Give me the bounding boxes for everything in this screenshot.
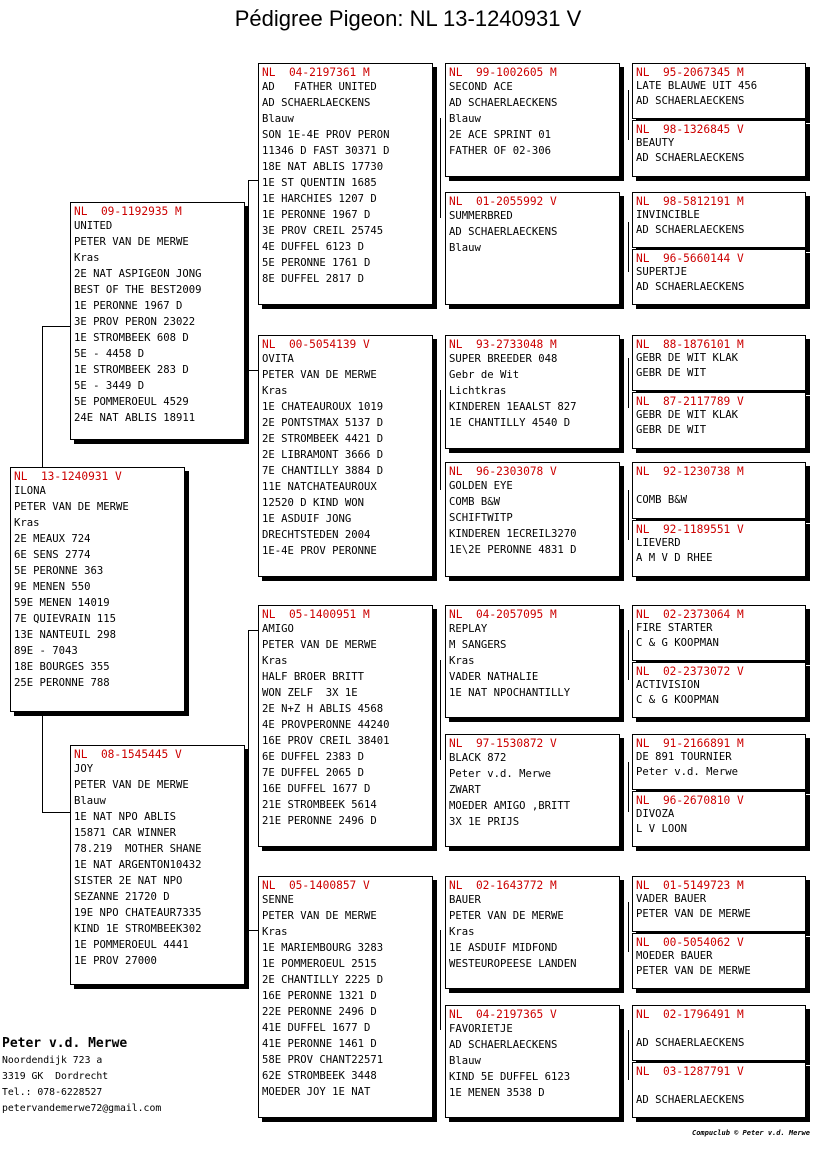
pedigree-card-g4 — [632, 249, 806, 305]
pigeon-name: BLACK 872 — [449, 752, 507, 764]
connector-line — [440, 118, 441, 218]
pigeon-name: BAUER — [449, 894, 481, 906]
owner-address-line: Noordendijk 723 a — [2, 1055, 103, 1066]
pedigree-line: AD SCHAERLAECKENS — [636, 281, 745, 293]
ring-number: NL 02-1643772 M — [449, 879, 557, 892]
pedigree-line: 1E MENEN 3538 D — [449, 1087, 545, 1099]
connector-line — [440, 390, 441, 490]
pedigree-line: FATHER OF 02-306 — [449, 145, 552, 157]
pedigree-card-g13 — [632, 876, 806, 932]
pedigree-line: C & G KOOPMAN — [636, 694, 719, 706]
pedigree-line: 1E POMMEROEUL 4441 — [74, 939, 189, 951]
pedigree-card-g6 — [632, 392, 806, 449]
pedigree-line: Kras — [449, 655, 475, 667]
connector-line — [248, 630, 258, 631]
pedigree-line: Blauw — [449, 1055, 481, 1067]
pedigree-line: PETER VAN DE MERWE — [262, 369, 377, 381]
pedigree-card-g1 — [632, 63, 806, 119]
pedigree-line: Kras — [262, 926, 288, 938]
pedigree-card-subject — [10, 467, 185, 712]
pedigree-line: 1E PERONNE 1967 D — [262, 209, 371, 221]
pedigree-card-g11 — [632, 734, 806, 790]
pedigree-line: WESTEUROPEESE LANDEN — [449, 958, 577, 970]
pedigree-line: GEBR DE WIT — [636, 424, 707, 436]
pedigree-line: 6E DUFFEL 2383 D — [262, 751, 365, 763]
pedigree-line: 5E - 4458 D — [74, 348, 145, 360]
connector-line — [248, 930, 258, 931]
pedigree-line: 8E DUFFEL 2817 D — [262, 273, 365, 285]
pedigree-line: 13E NANTEUIL 298 — [14, 629, 117, 641]
pedigree-line: AD SCHAERLAECKENS — [636, 95, 745, 107]
pedigree-line: 41E DUFFEL 1677 D — [262, 1022, 371, 1034]
ring-number: NL 96-2670810 V — [636, 794, 744, 807]
pedigree-line: PETER VAN DE MERWE — [262, 910, 377, 922]
pedigree-line: PETER VAN DE MERWE — [262, 639, 377, 651]
pedigree-line: Kras — [14, 517, 40, 529]
pedigree-card-g9 — [632, 605, 806, 661]
pigeon-name: DIVOZA — [636, 808, 675, 820]
pedigree-card-g16 — [632, 1062, 806, 1118]
ring-number: NL 96-5660144 V — [636, 252, 744, 265]
pedigree-line: 18E BOURGES 355 — [14, 661, 110, 673]
pedigree-line: Peter v.d. Merwe — [636, 766, 739, 778]
ring-number: NL 04-2197365 V — [449, 1008, 557, 1021]
pigeon-name: BEAUTY — [636, 137, 675, 149]
pedigree-card-g3 — [632, 192, 806, 248]
connector-line — [248, 180, 249, 370]
pigeon-name: JOY — [74, 763, 94, 775]
pedigree-line: 41E PERONNE 1461 D — [262, 1038, 377, 1050]
owner-name: Peter v.d. Merwe — [2, 1036, 128, 1051]
pedigree-line: 24E NAT ABLIS 18911 — [74, 412, 196, 424]
pedigree-line: 5E - 3449 D — [74, 380, 145, 392]
pedigree-line: 1E CHATEAUROUX 1019 — [262, 401, 384, 413]
pedigree-line: 11E NATCHATEAUROUX — [262, 481, 377, 493]
connector-line — [628, 90, 629, 140]
pedigree-line: 78.219 MOTHER SHANE — [74, 843, 202, 855]
ring-number: NL 05-1400857 V — [262, 879, 370, 892]
pedigree-card-sds — [445, 335, 620, 449]
pedigree-line: Kras — [262, 385, 288, 397]
pedigree-line: 2E PONTSTMAX 5137 D — [262, 417, 384, 429]
pigeon-name: FIRE STARTER — [636, 622, 713, 634]
pedigree-line: 2E STROMBEEK 4421 D — [262, 433, 384, 445]
connector-line — [440, 660, 441, 760]
pedigree-line: 1E ST QUENTIN 1685 — [262, 177, 377, 189]
pedigree-line: C & G KOOPMAN — [636, 637, 719, 649]
pedigree-line: HALF BROER BRITT — [262, 671, 365, 683]
pedigree-line: 21E PERONNE 2496 D — [262, 815, 377, 827]
pedigree-line: Kras — [262, 655, 288, 667]
pedigree-card-ssd — [445, 192, 620, 305]
ring-number: NL 98-1326845 V — [636, 123, 744, 136]
pedigree-line: 2E ACE SPRINT 01 — [449, 129, 552, 141]
pigeon-name: MOEDER BAUER — [636, 950, 713, 962]
pedigree-line: 7E CHANTILLY 3884 D — [262, 465, 384, 477]
footer-credit: Compuclub © Peter v.d. Merwe — [691, 1129, 810, 1137]
pedigree-line: 1E\2E PERONNE 4831 D — [449, 544, 577, 556]
pedigree-line: 1E CHANTILLY 4540 D — [449, 417, 571, 429]
pedigree-line: 15871 CAR WINNER — [74, 827, 177, 839]
pedigree-line: A M V D RHEE — [636, 552, 713, 564]
pedigree-line: 2E NAT ASPIGEON JONG — [74, 268, 202, 280]
pedigree-card-g5 — [632, 335, 806, 391]
pedigree-line: 1E PROV 27000 — [74, 955, 157, 967]
pedigree-line: 21E STROMBEEK 5614 — [262, 799, 377, 811]
pedigree-line: 5E POMMEROEUL 4529 — [74, 396, 189, 408]
pedigree-card-g10 — [632, 662, 806, 718]
connector-line — [628, 630, 629, 680]
pedigree-line: 1E STROMBEEK 608 D — [74, 332, 189, 344]
pedigree-line: KINDEREN 1EAALST 827 — [449, 401, 577, 413]
pedigree-line: 7E QUIEVRAIN 115 — [14, 613, 117, 625]
connector-line — [628, 490, 629, 540]
pigeon-name: SENNE — [262, 894, 294, 906]
ring-number: NL 02-2373072 V — [636, 665, 744, 678]
pedigree-line: 5E PERONNE 1761 D — [262, 257, 371, 269]
pigeon-name: UNITED — [74, 220, 113, 232]
pigeon-name: DE 891 TOURNIER — [636, 751, 732, 763]
ring-number: NL 88-1876101 M — [636, 338, 744, 351]
connector-line — [248, 370, 258, 371]
pedigree-line: Lichtkras — [449, 385, 507, 397]
pedigree-line: 59E MENEN 14019 — [14, 597, 110, 609]
pedigree-line: 1E MARIEMBOURG 3283 — [262, 942, 384, 954]
pedigree-card-dds — [445, 876, 620, 989]
pedigree-line: AD SCHAERLAECKENS — [449, 1039, 558, 1051]
pedigree-line: 6E SENS 2774 — [14, 549, 91, 561]
ring-number: NL 87-2117789 V — [636, 395, 744, 408]
pedigree-line: Gebr de Wit — [449, 369, 520, 381]
ring-number: NL 02-1796491 M — [636, 1008, 744, 1021]
pedigree-line: PETER VAN DE MERWE — [74, 779, 189, 791]
ring-number: NL 95-2067345 M — [636, 66, 744, 79]
pedigree-line: AD SCHAERLAECKENS — [636, 152, 745, 164]
pedigree-line: WON ZELF 3X 1E — [262, 687, 358, 699]
connector-line — [628, 902, 629, 952]
pedigree-line: 58E PROV CHANT22571 — [262, 1054, 384, 1066]
pedigree-line: 1E PERONNE 1967 D — [74, 300, 183, 312]
pigeon-name: LIEVERD — [636, 537, 681, 549]
pedigree-line: MOEDER JOY 1E NAT — [262, 1086, 371, 1098]
pedigree-line: SISTER 2E NAT NPO — [74, 875, 183, 887]
pedigree-card-sdd — [445, 462, 620, 577]
ring-number: NL 98-5812191 M — [636, 195, 744, 208]
pedigree-line: GEBR DE WIT — [636, 367, 707, 379]
ring-number: NL 09-1192935 M — [74, 205, 182, 218]
pedigree-line: AD SCHAERLAECKENS — [262, 97, 371, 109]
pedigree-line: 12520 D KIND WON — [262, 497, 365, 509]
ring-number: NL 08-1545445 V — [74, 748, 182, 761]
pedigree-line: 16E PROV CREIL 38401 — [262, 735, 390, 747]
pedigree-line: 1E-4E PROV PERONNE — [262, 545, 377, 557]
ring-number: NL 02-2373064 M — [636, 608, 744, 621]
pedigree-line: 16E PERONNE 1321 D — [262, 990, 377, 1002]
pedigree-line: 1E STROMBEEK 283 D — [74, 364, 189, 376]
ring-number: NL 96-2303078 V — [449, 465, 557, 478]
pedigree-line: 2E N+Z H ABLIS 4568 — [262, 703, 384, 715]
pedigree-line: Kras — [74, 252, 100, 264]
pedigree-line: 22E PERONNE 2496 D — [262, 1006, 377, 1018]
pigeon-name: AMIGO — [262, 623, 294, 635]
pedigree-line: KINDEREN 1ECREIL3270 — [449, 528, 577, 540]
pedigree-line: 1E NAT NPO ABLIS — [74, 811, 177, 823]
pigeon-name: GOLDEN EYE — [449, 480, 513, 492]
owner-email: petervandemerwe72@gmail.com — [2, 1103, 162, 1114]
pigeon-name: FAVORIETJE — [449, 1023, 513, 1035]
pedigree-line: Kras — [449, 926, 475, 938]
pedigree-line: 2E MEAUX 724 — [14, 533, 91, 545]
pedigree-card-sire-dam — [258, 335, 433, 577]
connector-line — [42, 812, 70, 813]
ring-number: NL 05-1400951 M — [262, 608, 370, 621]
ring-number: NL 03-1287791 V — [636, 1065, 744, 1078]
pigeon-name: SUMMERBRED — [449, 210, 513, 222]
connector-line — [628, 1030, 629, 1080]
pedigree-line: PETER VAN DE MERWE — [636, 908, 751, 920]
pedigree-line: 9E MENEN 550 — [14, 581, 91, 593]
ring-number: NL 04-2197361 M — [262, 66, 370, 79]
owner-postcode-city: 3319 GK Dordrecht — [2, 1071, 109, 1082]
pedigree-line: BEST OF THE BEST2009 — [74, 284, 202, 296]
pedigree-card-g8 — [632, 520, 806, 577]
pedigree-line: AD SCHAERLAECKENS — [636, 224, 745, 236]
ring-number: NL 93-2733048 M — [449, 338, 557, 351]
ring-number: NL 01-2055992 V — [449, 195, 557, 208]
ring-number: NL 97-1530872 V — [449, 737, 557, 750]
pedigree-card-ddd — [445, 1005, 620, 1118]
ring-number: NL 00-5054062 V — [636, 936, 744, 949]
pedigree-card-dam-dam — [258, 876, 433, 1118]
pedigree-card-dam — [70, 745, 245, 985]
pedigree-line: SON 1E-4E PROV PERON — [262, 129, 390, 141]
connector-line — [248, 180, 258, 181]
pigeon-name: OVITA — [262, 353, 294, 365]
pedigree-line: COMB B&W — [636, 494, 688, 506]
pigeon-name: LATE BLAUWE UIT 456 — [636, 80, 758, 92]
pedigree-line: M SANGERS — [449, 639, 507, 651]
connector-line — [440, 930, 441, 1030]
ring-number: NL 91-2166891 M — [636, 737, 744, 750]
pedigree-card-sire — [70, 202, 245, 440]
pedigree-line: PETER VAN DE MERWE — [636, 965, 751, 977]
pedigree-line: KIND 1E STROMBEEK302 — [74, 923, 202, 935]
pedigree-line: Blauw — [74, 795, 106, 807]
pedigree-line: Peter v.d. Merwe — [449, 768, 552, 780]
connector-line — [628, 358, 629, 408]
pedigree-line: COMB B&W — [449, 496, 501, 508]
pedigree-line: 1E NAT ARGENTON10432 — [74, 859, 202, 871]
pedigree-line: MOEDER AMIGO ,BRITT — [449, 800, 571, 812]
pigeon-name: AD FATHER UNITED — [262, 81, 377, 93]
pedigree-line: 1E NAT NPOCHANTILLY — [449, 687, 571, 699]
pigeon-name: VADER BAUER — [636, 893, 707, 905]
pedigree-line: 3X 1E PRIJS — [449, 816, 520, 828]
pedigree-line: 4E DUFFEL 6123 D — [262, 241, 365, 253]
pedigree-line: 1E ASDUIF MIDFOND — [449, 942, 558, 954]
pedigree-line: 2E LIBRAMONT 3666 D — [262, 449, 384, 461]
pigeon-name: ACTIVISION — [636, 679, 700, 691]
owner-info — [2, 1035, 161, 1117]
pedigree-card-g2 — [632, 120, 806, 177]
pigeon-name: GEBR DE WIT KLAK — [636, 409, 739, 421]
pedigree-line: 7E DUFFEL 2065 D — [262, 767, 365, 779]
pigeon-name: SUPERTJE — [636, 266, 688, 278]
pedigree-line: SEZANNE 21720 D — [74, 891, 170, 903]
pigeon-name: GEBR DE WIT KLAK — [636, 352, 739, 364]
pedigree-line: 1E ASDUIF JONG — [262, 513, 352, 525]
pigeon-name — [636, 478, 802, 493]
pedigree-card-g15 — [632, 1005, 806, 1061]
pedigree-line: 16E DUFFEL 1677 D — [262, 783, 371, 795]
ring-number: NL 01-5149723 M — [636, 879, 744, 892]
pedigree-line: 89E - 7043 — [14, 645, 78, 657]
ring-number: NL 99-1002605 M — [449, 66, 557, 79]
pedigree-line: PETER VAN DE MERWE — [449, 910, 564, 922]
pedigree-line: 25E PERONNE 788 — [14, 677, 110, 689]
connector-line — [42, 712, 43, 812]
pedigree-line: AD SCHAERLAECKENS — [636, 1094, 745, 1106]
connector-line — [628, 762, 629, 812]
pedigree-line: KIND 5E DUFFEL 6123 — [449, 1071, 571, 1083]
pedigree-card-dsd — [445, 734, 620, 847]
pedigree-line: 1E POMMEROEUL 2515 — [262, 958, 377, 970]
pedigree-line: L V LOON — [636, 823, 688, 835]
pedigree-line: 5E PERONNE 363 — [14, 565, 104, 577]
ring-number: NL 04-2057095 M — [449, 608, 557, 621]
pedigree-line: 18E NAT ABLIS 17730 — [262, 161, 384, 173]
pedigree-card-g14 — [632, 933, 806, 989]
pigeon-name: REPLAY — [449, 623, 488, 635]
pedigree-line: 62E STROMBEEK 3448 — [262, 1070, 377, 1082]
pigeon-name: SECOND ACE — [449, 81, 513, 93]
pedigree-card-sss — [445, 63, 620, 177]
pedigree-line: 11346 D FAST 30371 D — [262, 145, 390, 157]
ring-number: NL 00-5054139 V — [262, 338, 370, 351]
pedigree-line: PETER VAN DE MERWE — [74, 236, 189, 248]
pigeon-name — [636, 1078, 802, 1093]
pedigree-line: AD SCHAERLAECKENS — [449, 226, 558, 238]
pedigree-line: VADER NATHALIE — [449, 671, 539, 683]
ring-number: NL 13-1240931 V — [14, 470, 122, 483]
pedigree-card-dam-sire — [258, 605, 433, 847]
pedigree-line: Blauw — [449, 242, 481, 254]
pedigree-line: 3E PROV CREIL 25745 — [262, 225, 384, 237]
connector-line — [42, 326, 70, 327]
pigeon-name: SUPER BREEDER 048 — [449, 353, 558, 365]
pigeon-name: ILONA — [14, 485, 46, 497]
pedigree-card-sire-sire — [258, 63, 433, 305]
pedigree-line: 1E HARCHIES 1207 D — [262, 193, 377, 205]
pigeon-name: INVINCIBLE — [636, 209, 700, 221]
owner-phone: Tel.: 078-6228527 — [2, 1087, 103, 1098]
ring-number: NL 92-1230738 M — [636, 465, 744, 478]
pedigree-line: PETER VAN DE MERWE — [14, 501, 129, 513]
connector-line — [628, 222, 629, 272]
pedigree-line: 2E CHANTILLY 2225 D — [262, 974, 384, 986]
pedigree-card-g7 — [632, 462, 806, 519]
pedigree-line: Blauw — [449, 113, 481, 125]
pedigree-line: AD SCHAERLAECKENS — [449, 97, 558, 109]
pedigree-line: 4E PROVPERONNE 44240 — [262, 719, 390, 731]
pigeon-name — [636, 1021, 802, 1036]
page-title: Pédigree Pigeon: NL 13-1240931 V — [234, 6, 582, 31]
ring-number: NL 92-1189551 V — [636, 523, 744, 536]
pedigree-line: AD SCHAERLAECKENS — [636, 1037, 745, 1049]
pedigree-line: ZWART — [449, 784, 481, 796]
pedigree-line: DRECHTSTEDEN 2004 — [262, 529, 371, 541]
pedigree-line: 3E PROV PERON 23022 — [74, 316, 196, 328]
connector-line — [248, 630, 249, 930]
pedigree-card-dss — [445, 605, 620, 718]
pedigree-line: SCHIFTWITP — [449, 512, 513, 524]
pedigree-line: Blauw — [262, 113, 294, 125]
pedigree-card-g12 — [632, 791, 806, 847]
pedigree-line: 19E NPO CHATEAUR7335 — [74, 907, 202, 919]
connector-line — [42, 326, 43, 468]
